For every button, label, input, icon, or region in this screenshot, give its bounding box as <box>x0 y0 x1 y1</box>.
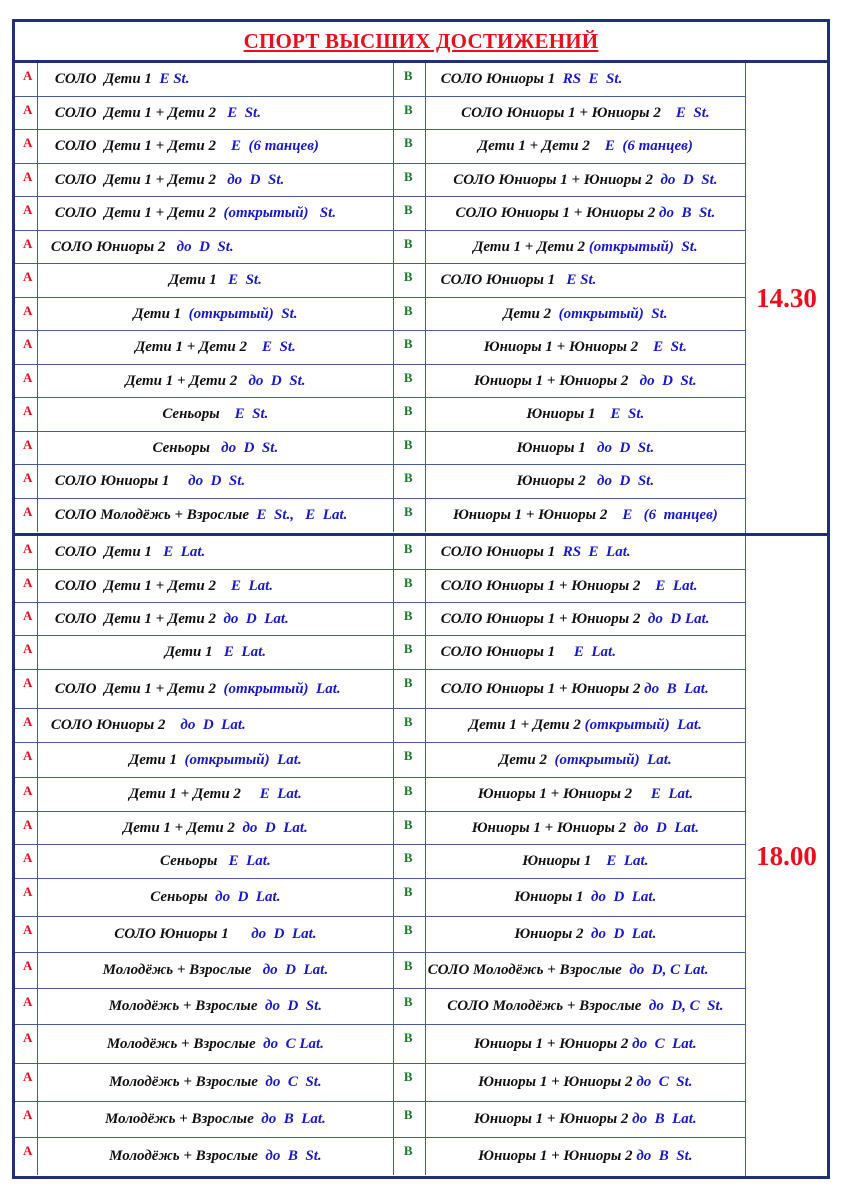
table-row <box>15 743 745 778</box>
category-name: СОЛО Дети 1 + Дети 2 <box>54 138 231 154</box>
category-name: Сеньоры <box>152 439 222 456</box>
category-class: до D Lat. <box>591 889 657 905</box>
category-name: СОЛО Юниоры 1 + Юниоры 2 <box>440 680 645 697</box>
session-rows <box>15 536 745 1175</box>
group-b-category <box>426 812 745 844</box>
session-time: 14.30 <box>756 282 817 313</box>
category-name: Дети 2 <box>503 305 559 322</box>
table-row <box>15 298 745 331</box>
group-a-category <box>38 365 393 397</box>
group-b-category <box>426 63 745 96</box>
category-class: до D Lat. <box>262 962 329 978</box>
table-row <box>15 670 745 709</box>
category-class: до D St. <box>597 439 655 456</box>
group-b-marker: B <box>393 1064 426 1101</box>
category-class: E St. <box>227 104 261 121</box>
group-a-marker: A <box>15 365 38 397</box>
table-row <box>15 709 745 743</box>
group-a-marker: A <box>15 603 38 635</box>
table-row <box>15 570 745 603</box>
group-a-marker: A <box>15 709 38 742</box>
category-name: Дети 1 <box>133 305 189 322</box>
group-b-marker: B <box>393 989 426 1024</box>
group-a-marker: A <box>15 130 38 163</box>
category-class: E Lat. <box>655 577 698 594</box>
table-row <box>15 264 745 298</box>
category-name: СОЛО Дети 1 <box>54 71 160 87</box>
group-b-category <box>426 331 745 364</box>
group-b-marker: B <box>393 743 426 777</box>
category-name: Юниоры 1 + Юниоры 2 <box>474 1111 633 1127</box>
category-name: Дети 1 + Дети 2 <box>477 138 605 154</box>
group-a-marker: A <box>15 1102 38 1137</box>
group-b-category <box>426 97 745 129</box>
category-class: до B St. <box>659 205 716 221</box>
category-class: до B Lat. <box>632 1111 697 1127</box>
table-row <box>15 164 745 197</box>
group-a-category <box>38 778 393 811</box>
group-b-marker: B <box>393 298 426 330</box>
group-a-marker: A <box>15 264 38 297</box>
group-a-marker: A <box>15 1064 38 1101</box>
table-row <box>15 499 745 532</box>
table-row <box>15 63 745 97</box>
category-name: Юниоры 1 <box>522 853 607 869</box>
group-b-category <box>426 636 745 669</box>
category-name: Молодёжь + Взрослые <box>108 998 266 1014</box>
category-name: Сеньоры <box>150 889 216 905</box>
group-a-category <box>38 1064 393 1101</box>
category-class: до D St. <box>265 998 323 1014</box>
category-class: до D Lat. <box>242 819 308 836</box>
category-name: Дети 1 + Дети 2 <box>128 786 260 802</box>
group-a-marker: A <box>15 231 38 263</box>
group-b-marker: B <box>393 365 426 397</box>
group-a-category <box>38 197 393 230</box>
category-class: (открытый) Lat. <box>584 717 702 733</box>
group-a-category <box>38 989 393 1024</box>
category-name: СОЛО Юниоры 1 + Юниоры 2 <box>440 610 648 627</box>
group-b-category <box>426 953 745 988</box>
table-row <box>15 778 745 812</box>
group-a-category <box>38 465 393 498</box>
group-a-category <box>38 953 393 988</box>
table-row <box>15 130 745 164</box>
group-a-marker: A <box>15 845 38 878</box>
group-a-category <box>38 298 393 330</box>
table-row <box>15 331 745 365</box>
group-a-category <box>38 845 393 878</box>
category-name: СОЛО Юниоры 1 + Юниоры 2 <box>440 577 656 594</box>
group-b-category <box>426 845 745 878</box>
group-a-category <box>38 231 393 263</box>
category-name: СОЛО Молодёжь + Взрослые <box>427 962 630 978</box>
group-b-category <box>426 264 745 297</box>
category-class: до D Lat. <box>647 610 710 627</box>
table-row <box>15 879 745 917</box>
group-b-marker: B <box>393 636 426 669</box>
category-class: (открытый) Lat. <box>223 680 341 697</box>
group-b-marker: B <box>393 536 426 569</box>
category-class: до D, C Lat. <box>629 962 709 978</box>
category-class: до D Lat. <box>633 819 699 836</box>
category-class: до B Lat. <box>261 1111 326 1127</box>
group-b-category <box>426 917 745 952</box>
group-a-marker: A <box>15 536 38 569</box>
table-row <box>15 398 745 432</box>
group-a-marker: A <box>15 465 38 498</box>
category-name: Юниоры 1 + Юниоры 2 <box>474 372 640 389</box>
category-class: E (6 танцев) <box>622 507 718 523</box>
category-name: Юниоры 1 <box>526 406 611 422</box>
table-row <box>15 1138 745 1175</box>
category-class: E St. <box>566 272 597 288</box>
table-row <box>15 1064 745 1102</box>
group-b-category <box>426 231 745 263</box>
category-name: Юниоры 1 + Юниоры 2 <box>478 1148 637 1164</box>
category-name: СОЛО Юниоры 2 <box>50 238 177 255</box>
category-class: E Lat. <box>228 853 271 869</box>
category-class: до B St. <box>265 1148 322 1164</box>
group-b-category <box>426 778 745 811</box>
group-a-category <box>38 743 393 777</box>
category-name: Юниоры 1 + Юниоры 2 <box>477 786 651 802</box>
category-class: до D St. <box>597 473 655 489</box>
group-a-marker: A <box>15 812 38 844</box>
group-b-category <box>426 1025 745 1063</box>
title-row <box>15 22 827 63</box>
category-name: Дети 1 + Дети 2 <box>122 819 243 836</box>
category-class: E Lat. <box>606 853 649 869</box>
group-a-marker: A <box>15 398 38 431</box>
category-name: Юниоры 1 <box>516 439 598 456</box>
group-b-category <box>426 1102 745 1137</box>
page-title: СПОРТ ВЫСШИХ ДОСТИЖЕНИЙ <box>243 28 599 53</box>
category-name: Дети 1 <box>168 272 229 288</box>
group-b-marker: B <box>393 603 426 635</box>
category-name: Юниоры 2 <box>516 473 598 489</box>
category-class: до D St. <box>639 372 697 389</box>
category-name: Дети 2 <box>499 751 555 768</box>
category-name: СОЛО Молодёжь + Взрослые <box>54 507 257 523</box>
category-class: до D Lat. <box>180 717 246 733</box>
group-a-category <box>38 264 393 297</box>
category-name: Юниоры 1 + Юниоры 2 <box>474 1035 633 1052</box>
category-name: СОЛО Юниоры 1 <box>440 272 567 288</box>
group-b-category <box>426 879 745 916</box>
category-class: до D St. <box>248 372 306 389</box>
group-a-marker: A <box>15 953 38 988</box>
group-b-marker: B <box>393 197 426 230</box>
table-row <box>15 432 745 465</box>
category-name: СОЛО Дети 1 + Дети 2 <box>54 680 224 697</box>
category-name: Юниоры 1 <box>514 889 591 905</box>
table-row <box>15 845 745 879</box>
group-b-category <box>426 499 745 532</box>
session-rows <box>15 63 745 532</box>
category-class: E Lat. <box>223 644 266 660</box>
group-b-marker: B <box>393 398 426 431</box>
table-row <box>15 1102 745 1138</box>
group-a-category <box>38 97 393 129</box>
group-b-marker: B <box>393 63 426 96</box>
category-class: E St. <box>675 104 710 121</box>
category-class: E St. <box>228 272 262 288</box>
category-name: Юниоры 1 + Юниоры 2 <box>452 507 623 523</box>
group-b-marker: B <box>393 97 426 129</box>
category-name: СОЛО Юниоры 1 <box>114 926 252 942</box>
group-a-marker: A <box>15 298 38 330</box>
group-b-marker: B <box>393 231 426 263</box>
category-class: до B Lat. <box>644 680 709 697</box>
group-b-category <box>426 743 745 777</box>
group-b-category <box>426 603 745 635</box>
group-a-category <box>38 1025 393 1063</box>
group-b-marker: B <box>393 499 426 532</box>
category-class: E Lat. <box>573 644 616 660</box>
group-b-category <box>426 164 745 196</box>
group-b-category <box>426 670 745 708</box>
group-a-category <box>38 812 393 844</box>
category-name: Юниоры 1 + Юниоры 2 <box>483 339 654 355</box>
group-a-category <box>38 879 393 916</box>
group-b-marker: B <box>393 465 426 498</box>
category-name: СОЛО Дети 1 + Дети 2 <box>54 577 231 594</box>
category-class: E (6 танцев) <box>604 138 693 154</box>
group-a-category <box>38 63 393 96</box>
category-class: E St. <box>261 339 296 355</box>
group-b-category <box>426 1064 745 1101</box>
group-a-marker: A <box>15 636 38 669</box>
category-name: СОЛО Дети 1 <box>54 544 164 560</box>
group-b-marker: B <box>393 953 426 988</box>
group-b-marker: B <box>393 917 426 952</box>
category-class: до C Lat. <box>632 1035 697 1052</box>
category-class: RS E Lat. <box>562 544 631 560</box>
category-name: СОЛО Юниоры 1 + Юниоры 2 <box>461 104 676 121</box>
category-name: Дети 1 <box>129 751 185 768</box>
category-class: до D, C St. <box>648 998 724 1014</box>
category-name: Дети 1 <box>164 644 224 660</box>
group-a-category <box>38 670 393 708</box>
category-class: до C St. <box>265 1074 322 1090</box>
category-class: до D Lat. <box>591 926 657 942</box>
category-name: СОЛО Дети 1 + Дети 2 <box>54 205 224 221</box>
group-b-marker: B <box>393 1025 426 1063</box>
group-b-category <box>426 197 745 230</box>
group-a-marker: A <box>15 63 38 96</box>
category-class: до D Lat. <box>251 926 317 942</box>
group-a-category <box>38 398 393 431</box>
group-b-marker: B <box>393 670 426 708</box>
group-a-marker: A <box>15 743 38 777</box>
category-name: Юниоры 1 + Юниоры 2 <box>478 1074 637 1090</box>
category-class: RS E St. <box>562 71 623 87</box>
category-class: до C St. <box>636 1074 693 1090</box>
category-name: СОЛО Молодёжь + Взрослые <box>447 998 649 1014</box>
table-row <box>15 953 745 989</box>
category-class: (открытый) St. <box>558 305 668 322</box>
category-name: Молодёжь + Взрослые <box>106 1035 264 1052</box>
group-a-marker: A <box>15 917 38 952</box>
category-name: Дети 1 + Дети 2 <box>125 372 249 389</box>
category-name: Сеньоры <box>160 853 229 869</box>
category-class: до B St. <box>636 1148 693 1164</box>
category-name: СОЛО Юниоры 1 <box>440 71 563 87</box>
group-a-category <box>38 1102 393 1137</box>
category-class: E St. <box>653 339 687 355</box>
category-class: до D Lat. <box>223 610 289 627</box>
group-b-category <box>426 989 745 1024</box>
category-class: до D St. <box>227 171 285 188</box>
group-a-category <box>38 603 393 635</box>
session-block-1 <box>15 63 827 536</box>
category-class: до D St. <box>221 439 279 456</box>
table-row <box>15 97 745 130</box>
category-name: СОЛО Дети 1 + Дети 2 <box>54 104 228 121</box>
category-name: Дети 1 + Дети 2 <box>135 339 262 355</box>
category-class: E (6 танцев) <box>230 138 319 154</box>
table-row <box>15 1025 745 1064</box>
category-class: (открытый) Lat. <box>184 751 302 768</box>
group-a-marker: A <box>15 778 38 811</box>
group-a-category <box>38 636 393 669</box>
group-b-marker: B <box>393 1138 426 1175</box>
category-name: Молодёжь + Взрослые <box>102 962 263 978</box>
category-class: E St. <box>159 71 190 87</box>
group-b-marker: B <box>393 164 426 196</box>
category-class: E St. <box>234 406 269 422</box>
group-a-category <box>38 130 393 163</box>
group-a-marker: A <box>15 989 38 1024</box>
group-b-category <box>426 398 745 431</box>
category-class: E Lat. <box>163 544 206 560</box>
group-a-marker: A <box>15 499 38 532</box>
category-name: СОЛО Юниоры 1 <box>440 544 563 560</box>
category-name: Сеньоры <box>162 406 235 422</box>
category-name: Юниоры 2 <box>514 926 591 942</box>
category-class: до D St. <box>176 238 234 255</box>
group-a-marker: A <box>15 432 38 464</box>
group-a-category <box>38 536 393 569</box>
group-b-category <box>426 465 745 498</box>
category-class: E St., E Lat. <box>256 507 348 523</box>
group-b-category <box>426 1138 745 1175</box>
table-row <box>15 197 745 231</box>
group-a-category <box>38 1138 393 1175</box>
group-b-marker: B <box>393 130 426 163</box>
category-name: СОЛО Юниоры 1 + Юниоры 2 <box>455 205 659 221</box>
group-a-marker: A <box>15 879 38 916</box>
category-class: до D St. <box>188 473 246 489</box>
group-b-marker: B <box>393 570 426 602</box>
category-class: до D St. <box>660 171 718 188</box>
group-b-category <box>426 365 745 397</box>
group-b-marker: B <box>393 432 426 464</box>
category-name: СОЛО Юниоры 1 <box>440 644 574 660</box>
session-time-cell <box>745 536 827 1176</box>
table-row <box>15 603 745 636</box>
category-class: до D Lat. <box>215 889 281 905</box>
group-a-category <box>38 432 393 464</box>
schedule-sheet <box>12 19 830 1179</box>
group-b-marker: B <box>393 845 426 878</box>
category-name: Юниоры 1 + Юниоры 2 <box>471 819 634 836</box>
group-b-category <box>426 298 745 330</box>
category-class: (открытый) St. <box>588 238 698 255</box>
table-row <box>15 231 745 264</box>
table-row <box>15 989 745 1025</box>
table-row <box>15 465 745 499</box>
group-a-marker: A <box>15 331 38 364</box>
group-b-category <box>426 130 745 163</box>
group-a-marker: A <box>15 1138 38 1175</box>
group-b-marker: B <box>393 812 426 844</box>
group-a-category <box>38 917 393 952</box>
table-row <box>15 917 745 953</box>
group-a-marker: A <box>15 570 38 602</box>
table-row <box>15 812 745 845</box>
category-name: СОЛО Юниоры 1 + Юниоры 2 <box>453 171 661 188</box>
category-name: Молодёжь + Взрослые <box>109 1148 266 1164</box>
group-a-marker: A <box>15 670 38 708</box>
session-time: 18.00 <box>756 840 817 871</box>
group-b-category <box>426 709 745 742</box>
group-b-category <box>426 570 745 602</box>
category-name: Дети 1 + Дети 2 <box>468 717 585 733</box>
table-row <box>15 536 745 570</box>
group-b-marker: B <box>393 1102 426 1137</box>
category-class: до C Lat. <box>263 1035 324 1052</box>
category-class: E Lat. <box>650 786 693 802</box>
category-name: Дети 1 + Дети 2 <box>473 238 589 255</box>
category-name: СОЛО Юниоры 1 <box>54 473 189 489</box>
category-class: E Lat. <box>259 786 302 802</box>
table-row <box>15 365 745 398</box>
category-class: (открытый) St. <box>188 305 298 322</box>
category-class: (открытый) Lat. <box>554 751 672 768</box>
category-name: Молодёжь + Взрослые <box>109 1074 266 1090</box>
category-name: СОЛО Юниоры 2 <box>50 717 181 733</box>
group-a-marker: A <box>15 97 38 129</box>
group-a-category <box>38 164 393 196</box>
group-a-category <box>38 331 393 364</box>
category-class: E Lat. <box>230 577 274 594</box>
group-a-marker: A <box>15 164 38 196</box>
group-b-marker: B <box>393 879 426 916</box>
group-b-marker: B <box>393 778 426 811</box>
category-class: (открытый) St. <box>223 205 337 221</box>
category-name: Молодёжь + Взрослые <box>104 1111 262 1127</box>
category-name: СОЛО Дети 1 + Дети 2 <box>54 171 228 188</box>
category-name: СОЛО Дети 1 + Дети 2 <box>54 610 224 627</box>
session-block-2 <box>15 536 827 1176</box>
group-a-category <box>38 570 393 602</box>
session-time-cell <box>745 63 827 533</box>
group-a-marker: A <box>15 197 38 230</box>
group-b-marker: B <box>393 331 426 364</box>
group-b-marker: B <box>393 264 426 297</box>
group-b-marker: B <box>393 709 426 742</box>
category-class: E St. <box>610 406 645 422</box>
group-b-category <box>426 432 745 464</box>
group-a-category <box>38 499 393 532</box>
group-b-category <box>426 536 745 569</box>
group-a-category <box>38 709 393 742</box>
table-row <box>15 636 745 670</box>
group-a-marker: A <box>15 1025 38 1063</box>
